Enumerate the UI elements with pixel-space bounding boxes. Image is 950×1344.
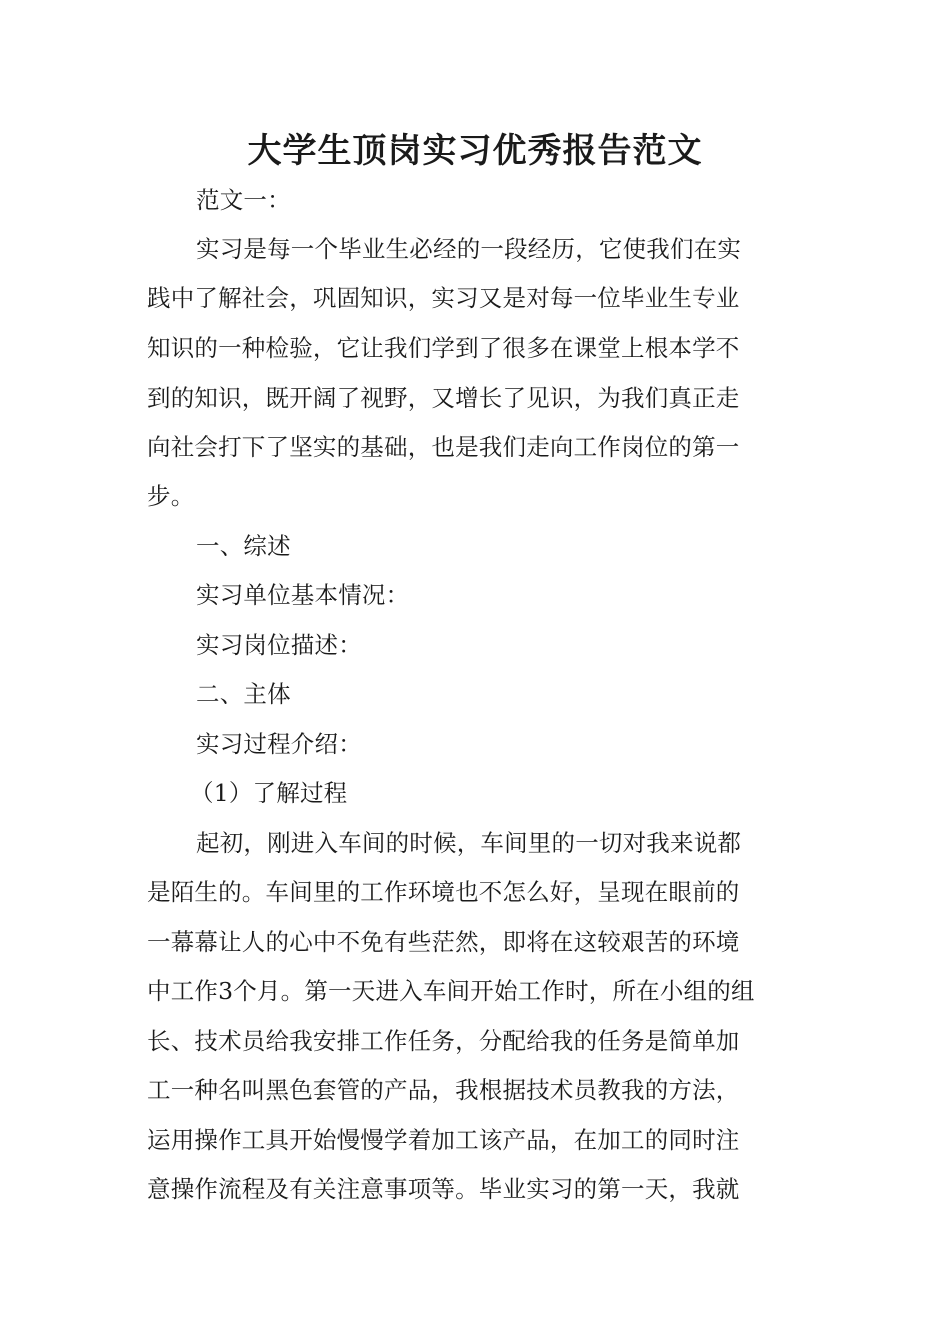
paragraph-line: 意操作流程及有关注意事项等。毕业实习的第一天，我就 xyxy=(147,1175,740,1203)
section-heading-main: 二、主体 xyxy=(196,680,291,708)
paragraph-line: 是陌生的。车间里的工作环境也不怎么好，呈现在眼前的 xyxy=(147,878,740,906)
paragraph-line: 长、技术员给我安排工作任务，分配给我的任务是简单加 xyxy=(147,1027,740,1055)
paragraph-line: 一幕幕让人的心中不免有些茫然，即将在这较艰苦的环境 xyxy=(147,928,740,956)
subsection-label: 实习过程介绍： xyxy=(196,730,362,758)
paragraph-line: 起初，刚进入车间的时候，车间里的一切对我来说都 xyxy=(196,829,742,857)
subsection-label: 实习岗位描述： xyxy=(196,631,362,659)
section-label-fanwen: 范文一： xyxy=(196,186,291,214)
paragraph-line: 中工作3个月。第一天进入车间开始工作时，所在小组的组 xyxy=(147,977,755,1005)
document-title: 大学生顶岗实习优秀报告范文 xyxy=(247,131,703,171)
paragraph-line: 步。 xyxy=(147,482,195,510)
paragraph-line: 工一种名叫黑色套管的产品，我根据技术员教我的方法， xyxy=(147,1076,740,1104)
paragraph-line: 实习是每一个毕业生必经的一段经历，它使我们在实 xyxy=(196,235,742,263)
paragraph-line: 运用操作工具开始慢慢学着加工该产品，在加工的同时注 xyxy=(147,1126,740,1154)
paragraph-line: 知识的一种检验，它让我们学到了很多在课堂上根本学不 xyxy=(147,334,740,362)
subsection-label: （1）了解过程 xyxy=(190,779,348,807)
paragraph-line: 到的知识，既开阔了视野，又增长了见识，为我们真正走 xyxy=(147,384,740,412)
paragraph-line: 向社会打下了坚实的基础，也是我们走向工作岗位的第一 xyxy=(147,433,740,461)
subsection-label: 实习单位基本情况： xyxy=(196,581,410,609)
paragraph-line: 践中了解社会，巩固知识，实习又是对每一位毕业生专业 xyxy=(147,284,740,312)
section-heading-overview: 一、综述 xyxy=(196,532,291,560)
